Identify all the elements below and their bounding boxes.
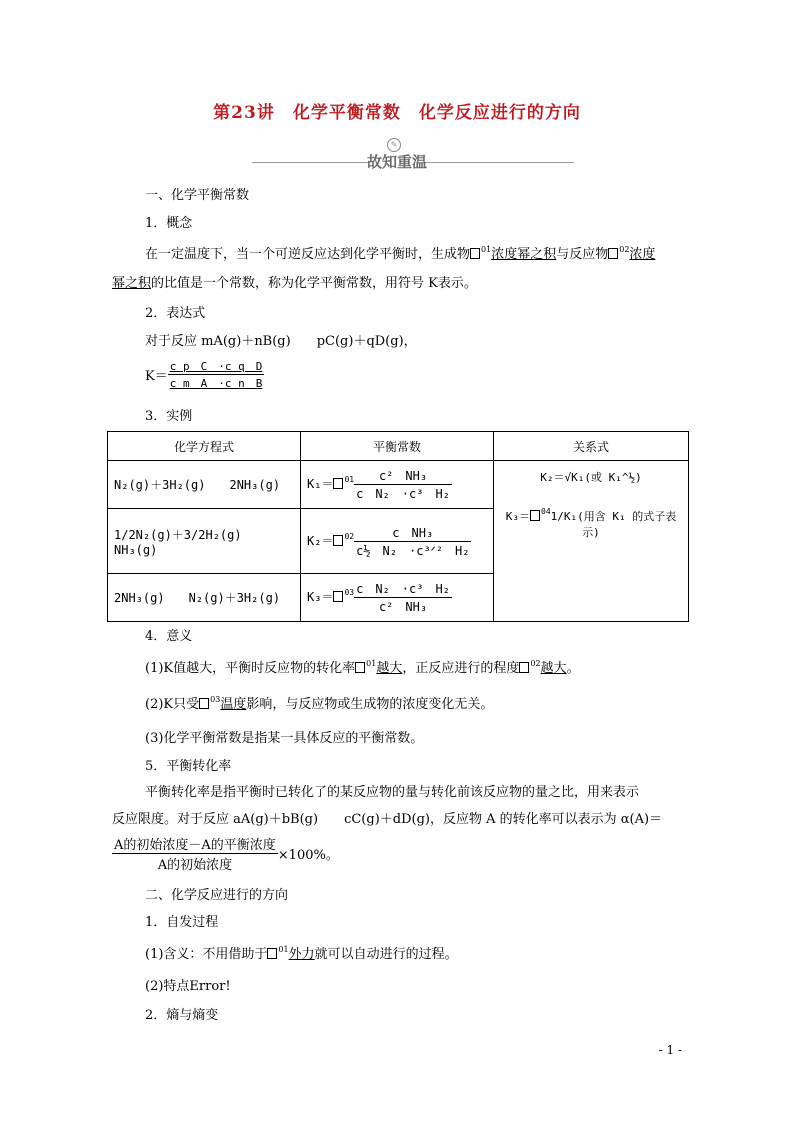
row3-constant: K₃＝ $^{03}$ $\frac{\text{c N₂ ·c³ H₂}}{\text{c² NH₃}}$ (301, 574, 494, 622)
meaning-1: (1)K值越大，平衡时反应物的转化率 $^{01}$越大，正反应进行的程度 $^{02}$越大。 (145, 659, 580, 676)
expression-heading: 2．表达式 (145, 306, 206, 321)
examples-heading: 3．实例 (145, 409, 193, 424)
blank-box-icon (267, 948, 277, 959)
table-header: 关系式 (494, 432, 689, 461)
meaning-2: (2)K只受 $^{03}$温度影响，与反应物或生成物的浓度变化无关。 (145, 695, 494, 712)
conversion-line1: 平衡转化率是指平衡时已转化了的某反应物的量与转化前该反应物的量之比，用来表示 (145, 785, 640, 800)
blank-box-icon (355, 662, 365, 673)
page-number: - 1 - (658, 1043, 682, 1057)
equilibrium-table (107, 431, 689, 622)
banner-icon: ✎ (387, 138, 401, 152)
section2-heading: 二、化学反应进行的方向 (145, 888, 289, 903)
relation-k3: K₃＝ $^{04}$1/K₁(用含 K₁ 的式子表示) (505, 507, 677, 539)
section-banner: 故知重温 (366, 153, 427, 171)
row3-equation: 2NH₃(g) N₂(g)＋3H₂(g) (108, 574, 301, 622)
expression-line: 对于反应 mA(g)＋nB(g) pC(g)＋qD(g)， (145, 334, 417, 349)
blank-box-icon (519, 662, 529, 673)
entropy-heading: 2．熵与熵变 (145, 1008, 219, 1023)
conversion-line2: 反应限度。对于反应 aA(g)＋bB(g) cC(g)＋dD(g)，反应物 A 的转化率可以表示为 α(A)＝ (112, 812, 663, 827)
section1-heading: 一、化学平衡常数 (145, 188, 250, 203)
spontaneous-heading: 1．自发过程 (145, 915, 219, 930)
meaning-heading: 4．意义 (145, 629, 193, 644)
concept-line2: 幂之积的比值是一个常数，称为化学平衡常数，用符号 K表示。 (112, 276, 477, 291)
relation-cell (494, 461, 689, 622)
concept-heading: 1．概念 (145, 216, 193, 231)
row2-equation: 1/2N₂(g)＋3/2H₂(g) NH₃(g) (108, 509, 301, 574)
relation-k2: K₂＝√K₁(或 K₁^½) (540, 471, 642, 484)
blank-box-icon (608, 248, 618, 259)
table-header: 平衡常数 (301, 432, 494, 461)
meaning-3: (3)化学平衡常数是指某一具体反应的平衡常数。 (145, 731, 424, 746)
k-expression: K＝ $\frac{\text{c p C ·c q D}}{\text{c m A ·c n B}}$ (145, 360, 263, 390)
row2-constant: K₂＝ $^{02}$ $\frac{\text{c NH₃}}{\text{c½ N₂ ·c³ᐟ² H₂}}$ (301, 509, 494, 574)
concept-line1: 在一定温度下，当一个可逆反应达到化学平衡时，生成物 $^{01}$浓度幂之积与反应物 $^{02}$浓度 (145, 245, 656, 262)
blank-box-icon (470, 248, 480, 259)
blank-box-icon (333, 535, 343, 546)
blank-box-icon (530, 510, 540, 521)
row1-constant: K₁＝ $^{01}$ $\frac{\text{c² NH₃}}{\text{c N₂ ·c³ H₂}}$ (301, 461, 494, 509)
row1-equation: N₂(g)＋3H₂(g) 2NH₃(g) (108, 461, 301, 509)
spontaneous-1: (1)含义：不用借助于 $^{01}$外力就可以自动进行的过程。 (145, 945, 458, 962)
conversion-formula: $\frac{\text{A的初始浓度－A的平衡浓度}}{\text{A的初始浓度}}$ ×100%。 (112, 834, 339, 873)
page-title: 第23讲 化学平衡常数 化学反应进行的方向 (213, 103, 581, 123)
table-header: 化学方程式 (108, 432, 301, 461)
blank-box-icon (333, 591, 343, 602)
conversion-heading: 5．平衡转化率 (145, 759, 232, 774)
spontaneous-2: (2)特点Error! (145, 979, 231, 994)
blank-box-icon (199, 698, 209, 709)
blank-box-icon (333, 478, 343, 489)
